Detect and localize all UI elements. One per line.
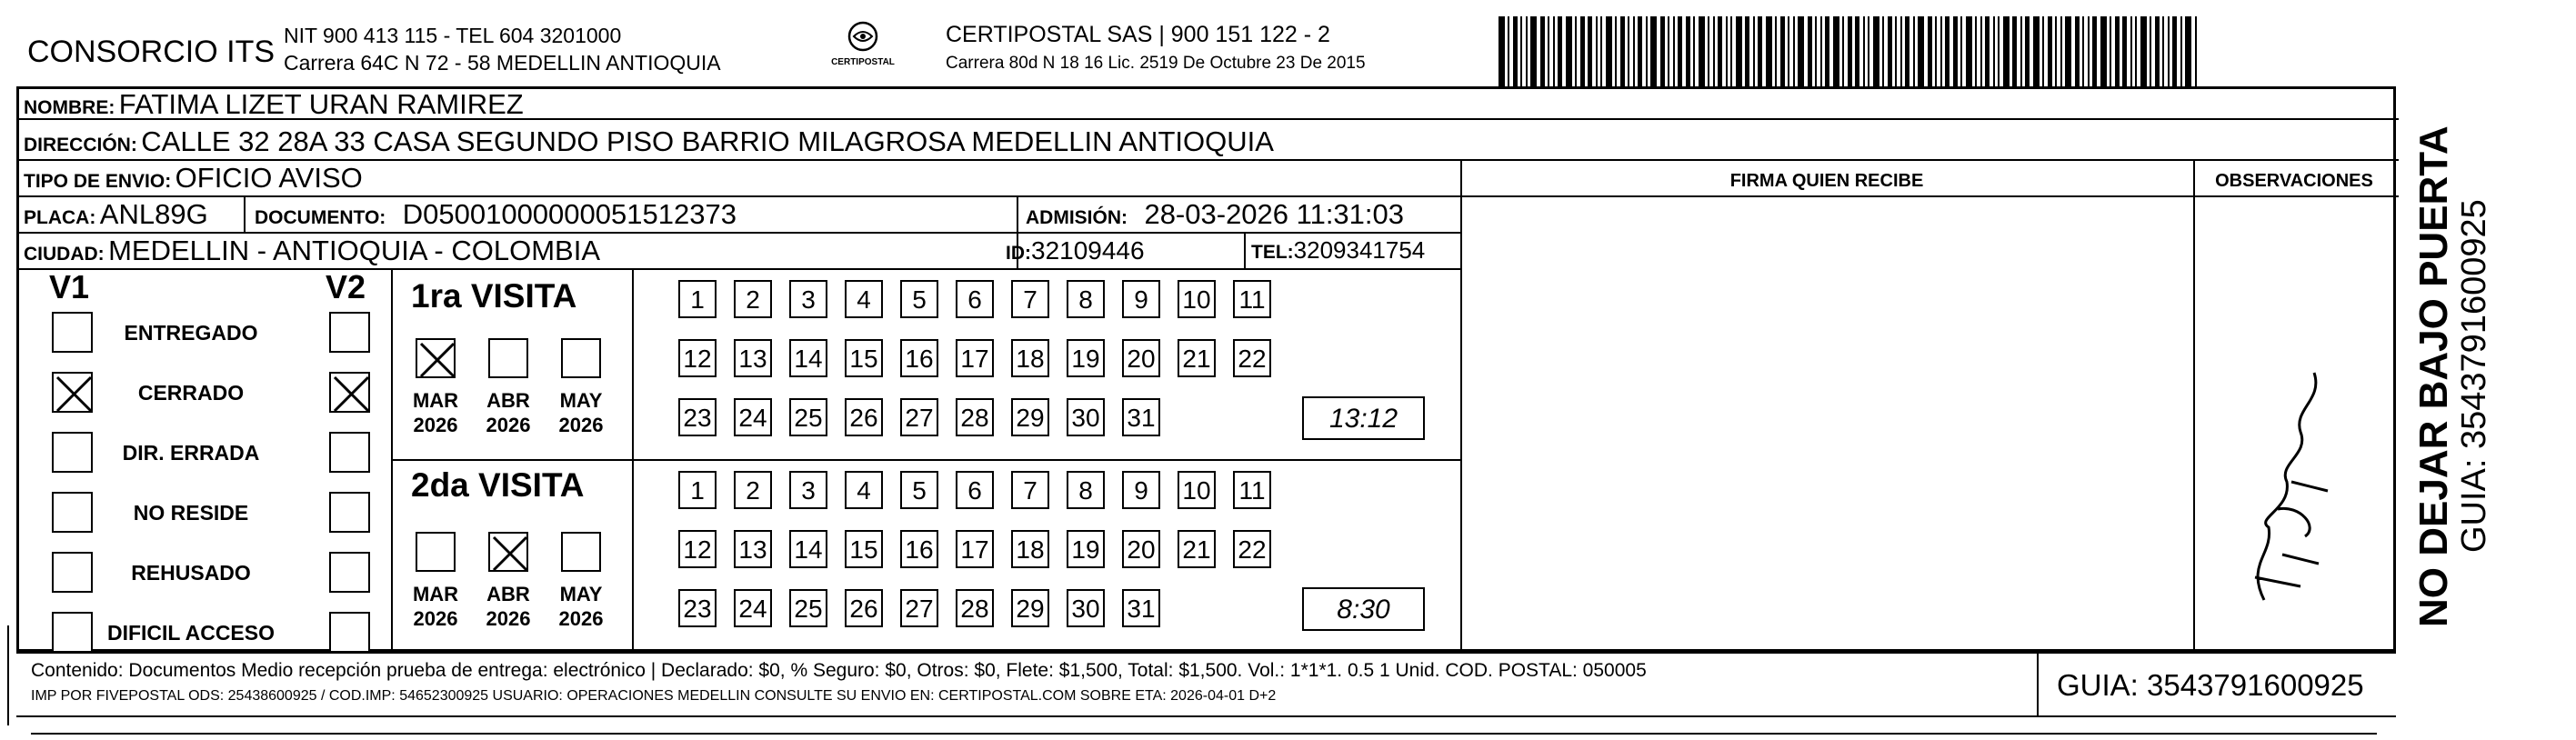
day-box[interactable]: 7 — [1011, 471, 1049, 509]
status-option-label: ENTREGADO — [124, 321, 258, 345]
placa-value: ANL89G — [99, 198, 208, 230]
day-box[interactable]: 19 — [1067, 530, 1105, 568]
day-box[interactable]: 13 — [734, 530, 772, 568]
month-name: ABR — [486, 389, 530, 412]
month-checkbox-1[interactable] — [488, 338, 528, 378]
day-box[interactable]: 24 — [734, 398, 772, 436]
day-box[interactable]: 31 — [1122, 589, 1160, 627]
documento-row — [255, 198, 737, 231]
day-box[interactable]: 17 — [956, 530, 994, 568]
direccion-label: DIRECCIÓN: — [24, 135, 137, 155]
id-label: ID: — [1006, 243, 1031, 264]
day-box[interactable]: 25 — [789, 589, 827, 627]
month-label — [549, 582, 613, 631]
check-mark-icon — [54, 374, 95, 415]
status-option-label: NO RESIDE — [133, 501, 249, 525]
status-option-label: REHUSADO — [131, 561, 251, 585]
month-checkbox-2[interactable] — [561, 532, 601, 572]
observaciones-header: OBSERVACIONES — [2215, 171, 2373, 191]
month-checkbox-0[interactable] — [416, 338, 456, 378]
day-box[interactable]: 15 — [845, 339, 883, 377]
month-checkbox-0[interactable] — [416, 532, 456, 572]
v1-checkbox-1[interactable] — [52, 372, 93, 413]
day-box[interactable]: 20 — [1122, 530, 1160, 568]
v2-checkbox-0[interactable] — [329, 312, 370, 353]
tipo-row — [24, 162, 363, 195]
tel-row — [1251, 236, 1425, 265]
day-box[interactable]: 5 — [900, 471, 938, 509]
check-mark-icon — [417, 340, 457, 380]
ciudad-label: CIUDAD: — [24, 244, 105, 265]
company-address: Carrera 64C N 72 - 58 MEDELLIN ANTIOQUIA — [284, 51, 721, 75]
month-label — [476, 388, 540, 437]
day-box[interactable]: 18 — [1011, 530, 1049, 568]
nombre-label: NOMBRE: — [24, 97, 115, 118]
day-box[interactable]: 23 — [678, 589, 717, 627]
day-box[interactable]: 9 — [1122, 280, 1160, 318]
id-row — [1006, 236, 1145, 265]
visit2-title: 2da VISITA — [411, 466, 585, 504]
v1-header: V1 — [49, 268, 90, 305]
day-box[interactable]: 20 — [1122, 339, 1160, 377]
day-box[interactable]: 14 — [789, 530, 827, 568]
day-box[interactable]: 14 — [789, 339, 827, 377]
day-box[interactable]: 29 — [1011, 589, 1049, 627]
v1-checkbox-4[interactable] — [52, 552, 93, 593]
v2-checkbox-5[interactable] — [329, 612, 370, 653]
v2-checkbox-1[interactable] — [329, 372, 370, 413]
month-label — [549, 388, 613, 437]
month-label — [404, 582, 467, 631]
day-box[interactable]: 12 — [678, 339, 717, 377]
month-checkbox-1[interactable] — [488, 532, 528, 572]
month-name: MAY — [559, 583, 603, 605]
day-box[interactable]: 5 — [900, 280, 938, 318]
day-box[interactable]: 1 — [678, 280, 717, 318]
day-box[interactable]: 30 — [1067, 398, 1105, 436]
documento-value: D05001000000051512373 — [402, 198, 737, 230]
day-box[interactable]: 19 — [1067, 339, 1105, 377]
month-name: MAR — [412, 583, 459, 605]
day-box[interactable]: 31 — [1122, 398, 1160, 436]
placa-row — [24, 198, 208, 231]
direccion-row — [24, 125, 1274, 158]
footer-content: Contenido: Documentos Medio recepción prueba de entrega: electrónico | Declarado: $0, % Seguro: $0, Otros: $0, Flete: $1,500, Total: $1,500. Vol.: 1*1*1. 0.5 1 Unid. COD. POSTAL: 050005 — [31, 660, 1647, 681]
month-year: 2026 — [486, 607, 531, 630]
month-label — [404, 388, 467, 437]
month-year: 2026 — [558, 607, 604, 630]
day-box[interactable]: 6 — [956, 280, 994, 318]
visit-time-box[interactable]: 13:12 — [1302, 396, 1425, 440]
visit-time-box[interactable]: 8:30 — [1302, 587, 1425, 631]
footer-imp: IMP POR FIVEPOSTAL ODS: 25438600925 / COD.IMP: 54652300925 USUARIO: OPERACIONES MEDELLIN CONSULTE SU ENVIO EN: CERTIPOSTAL.COM SOBRE ETA: 2026-04-01 D+2 — [31, 688, 1277, 704]
day-box[interactable]: 7 — [1011, 280, 1049, 318]
day-box[interactable]: 25 — [789, 398, 827, 436]
firma-header: FIRMA QUIEN RECIBE — [1729, 171, 1924, 191]
month-name: ABR — [486, 583, 530, 605]
day-box[interactable]: 28 — [956, 589, 994, 627]
visit1-title: 1ra VISITA — [411, 277, 577, 315]
day-box[interactable]: 11 — [1233, 280, 1271, 318]
month-year: 2026 — [413, 414, 458, 436]
status-option-label: DIFICIL ACCESO — [106, 621, 275, 645]
status-option-label: CERRADO — [137, 381, 245, 405]
month-year: 2026 — [413, 607, 458, 630]
day-box[interactable]: 4 — [845, 471, 883, 509]
tel-label: TEL: — [1251, 242, 1294, 263]
day-box[interactable]: 28 — [956, 398, 994, 436]
day-box[interactable]: 2 — [734, 471, 772, 509]
company-name: CONSORCIO ITS — [27, 35, 276, 69]
check-mark-icon — [490, 534, 530, 574]
v2-checkbox-2[interactable] — [329, 432, 370, 473]
company-nit: NIT 900 413 115 - TEL 604 3201000 — [284, 24, 622, 47]
tel-value: 3209341754 — [1293, 236, 1426, 264]
day-box[interactable]: 22 — [1233, 339, 1271, 377]
month-checkbox-2[interactable] — [561, 338, 601, 378]
v1-checkbox-5[interactable] — [52, 612, 93, 653]
month-year: 2026 — [558, 414, 604, 436]
tipo-value: OFICIO AVISO — [175, 162, 363, 194]
nombre-row — [24, 88, 524, 121]
day-box[interactable]: 26 — [845, 589, 883, 627]
nombre-value: FATIMA LIZET URAN RAMIREZ — [118, 88, 524, 120]
day-box[interactable]: 2 — [734, 280, 772, 318]
admision-label: ADMISIÓN: — [1026, 207, 1128, 228]
direccion-value: CALLE 32 28A 33 CASA SEGUNDO PISO BARRIO MILAGROSA MEDELLIN ANTIOQUIA — [141, 125, 1274, 157]
day-box[interactable]: 8 — [1067, 471, 1105, 509]
v1-checkbox-2[interactable] — [52, 432, 93, 473]
day-box[interactable]: 1 — [678, 471, 717, 509]
day-box[interactable]: 18 — [1011, 339, 1049, 377]
day-box[interactable]: 29 — [1011, 398, 1049, 436]
side-warning: NO DEJAR BAJO PUERTA — [2411, 125, 2456, 627]
day-box[interactable]: 16 — [900, 339, 938, 377]
courier-name: CERTIPOSTAL SAS | 900 151 122 - 2 — [946, 22, 1330, 47]
day-box[interactable]: 30 — [1067, 589, 1105, 627]
day-box[interactable]: 24 — [734, 589, 772, 627]
day-box[interactable]: 21 — [1178, 530, 1216, 568]
placa-label: PLACA: — [24, 207, 96, 228]
day-box[interactable]: 9 — [1122, 471, 1160, 509]
documento-label: DOCUMENTO: — [255, 207, 386, 228]
admision-row — [1026, 198, 1404, 231]
day-box[interactable]: 12 — [678, 530, 717, 568]
month-year: 2026 — [486, 414, 531, 436]
day-box[interactable]: 6 — [956, 471, 994, 509]
handwritten-signature — [2237, 345, 2346, 609]
courier-address: Carrera 80d N 18 16 Lic. 2519 De Octubre 23 De 2015 — [946, 54, 1366, 73]
v2-checkbox-3[interactable] — [329, 492, 370, 533]
v2-header: V2 — [326, 268, 366, 305]
month-name: MAY — [559, 389, 603, 412]
v2-checkbox-4[interactable] — [329, 552, 370, 593]
day-box[interactable]: 13 — [734, 339, 772, 377]
day-box[interactable]: 27 — [900, 398, 938, 436]
month-name: MAR — [412, 389, 459, 412]
day-box[interactable]: 11 — [1233, 471, 1271, 509]
day-box[interactable]: 4 — [845, 280, 883, 318]
side-guia: GUIA: 3543791600925 — [2455, 199, 2493, 553]
v1-checkbox-3[interactable] — [52, 492, 93, 533]
v1-checkbox-0[interactable] — [52, 312, 93, 353]
day-box[interactable]: 3 — [789, 280, 827, 318]
day-box[interactable]: 21 — [1178, 339, 1216, 377]
day-box[interactable]: 23 — [678, 398, 717, 436]
logo-text: CERTIPOSTAL — [831, 57, 895, 67]
ciudad-row — [24, 235, 600, 267]
check-mark-icon — [331, 374, 372, 415]
tipo-label: TIPO DE ENVIO: — [24, 171, 172, 192]
ciudad-value: MEDELLIN - ANTIOQUIA - COLOMBIA — [108, 235, 600, 266]
admision-value: 28-03-2026 11:31:03 — [1144, 198, 1405, 230]
footer-guia: GUIA: 3543791600925 — [2057, 668, 2364, 702]
day-box[interactable]: 16 — [900, 530, 938, 568]
day-box[interactable]: 17 — [956, 339, 994, 377]
day-box[interactable]: 8 — [1067, 280, 1105, 318]
day-box[interactable]: 27 — [900, 589, 938, 627]
month-label — [476, 582, 540, 631]
day-box[interactable]: 26 — [845, 398, 883, 436]
day-box[interactable]: 10 — [1178, 471, 1216, 509]
day-box[interactable]: 10 — [1178, 280, 1216, 318]
day-box[interactable]: 3 — [789, 471, 827, 509]
status-option-label: DIR. ERRADA — [122, 441, 260, 465]
id-value: 32109446 — [1031, 236, 1145, 265]
day-box[interactable]: 22 — [1233, 530, 1271, 568]
day-box[interactable]: 15 — [845, 530, 883, 568]
